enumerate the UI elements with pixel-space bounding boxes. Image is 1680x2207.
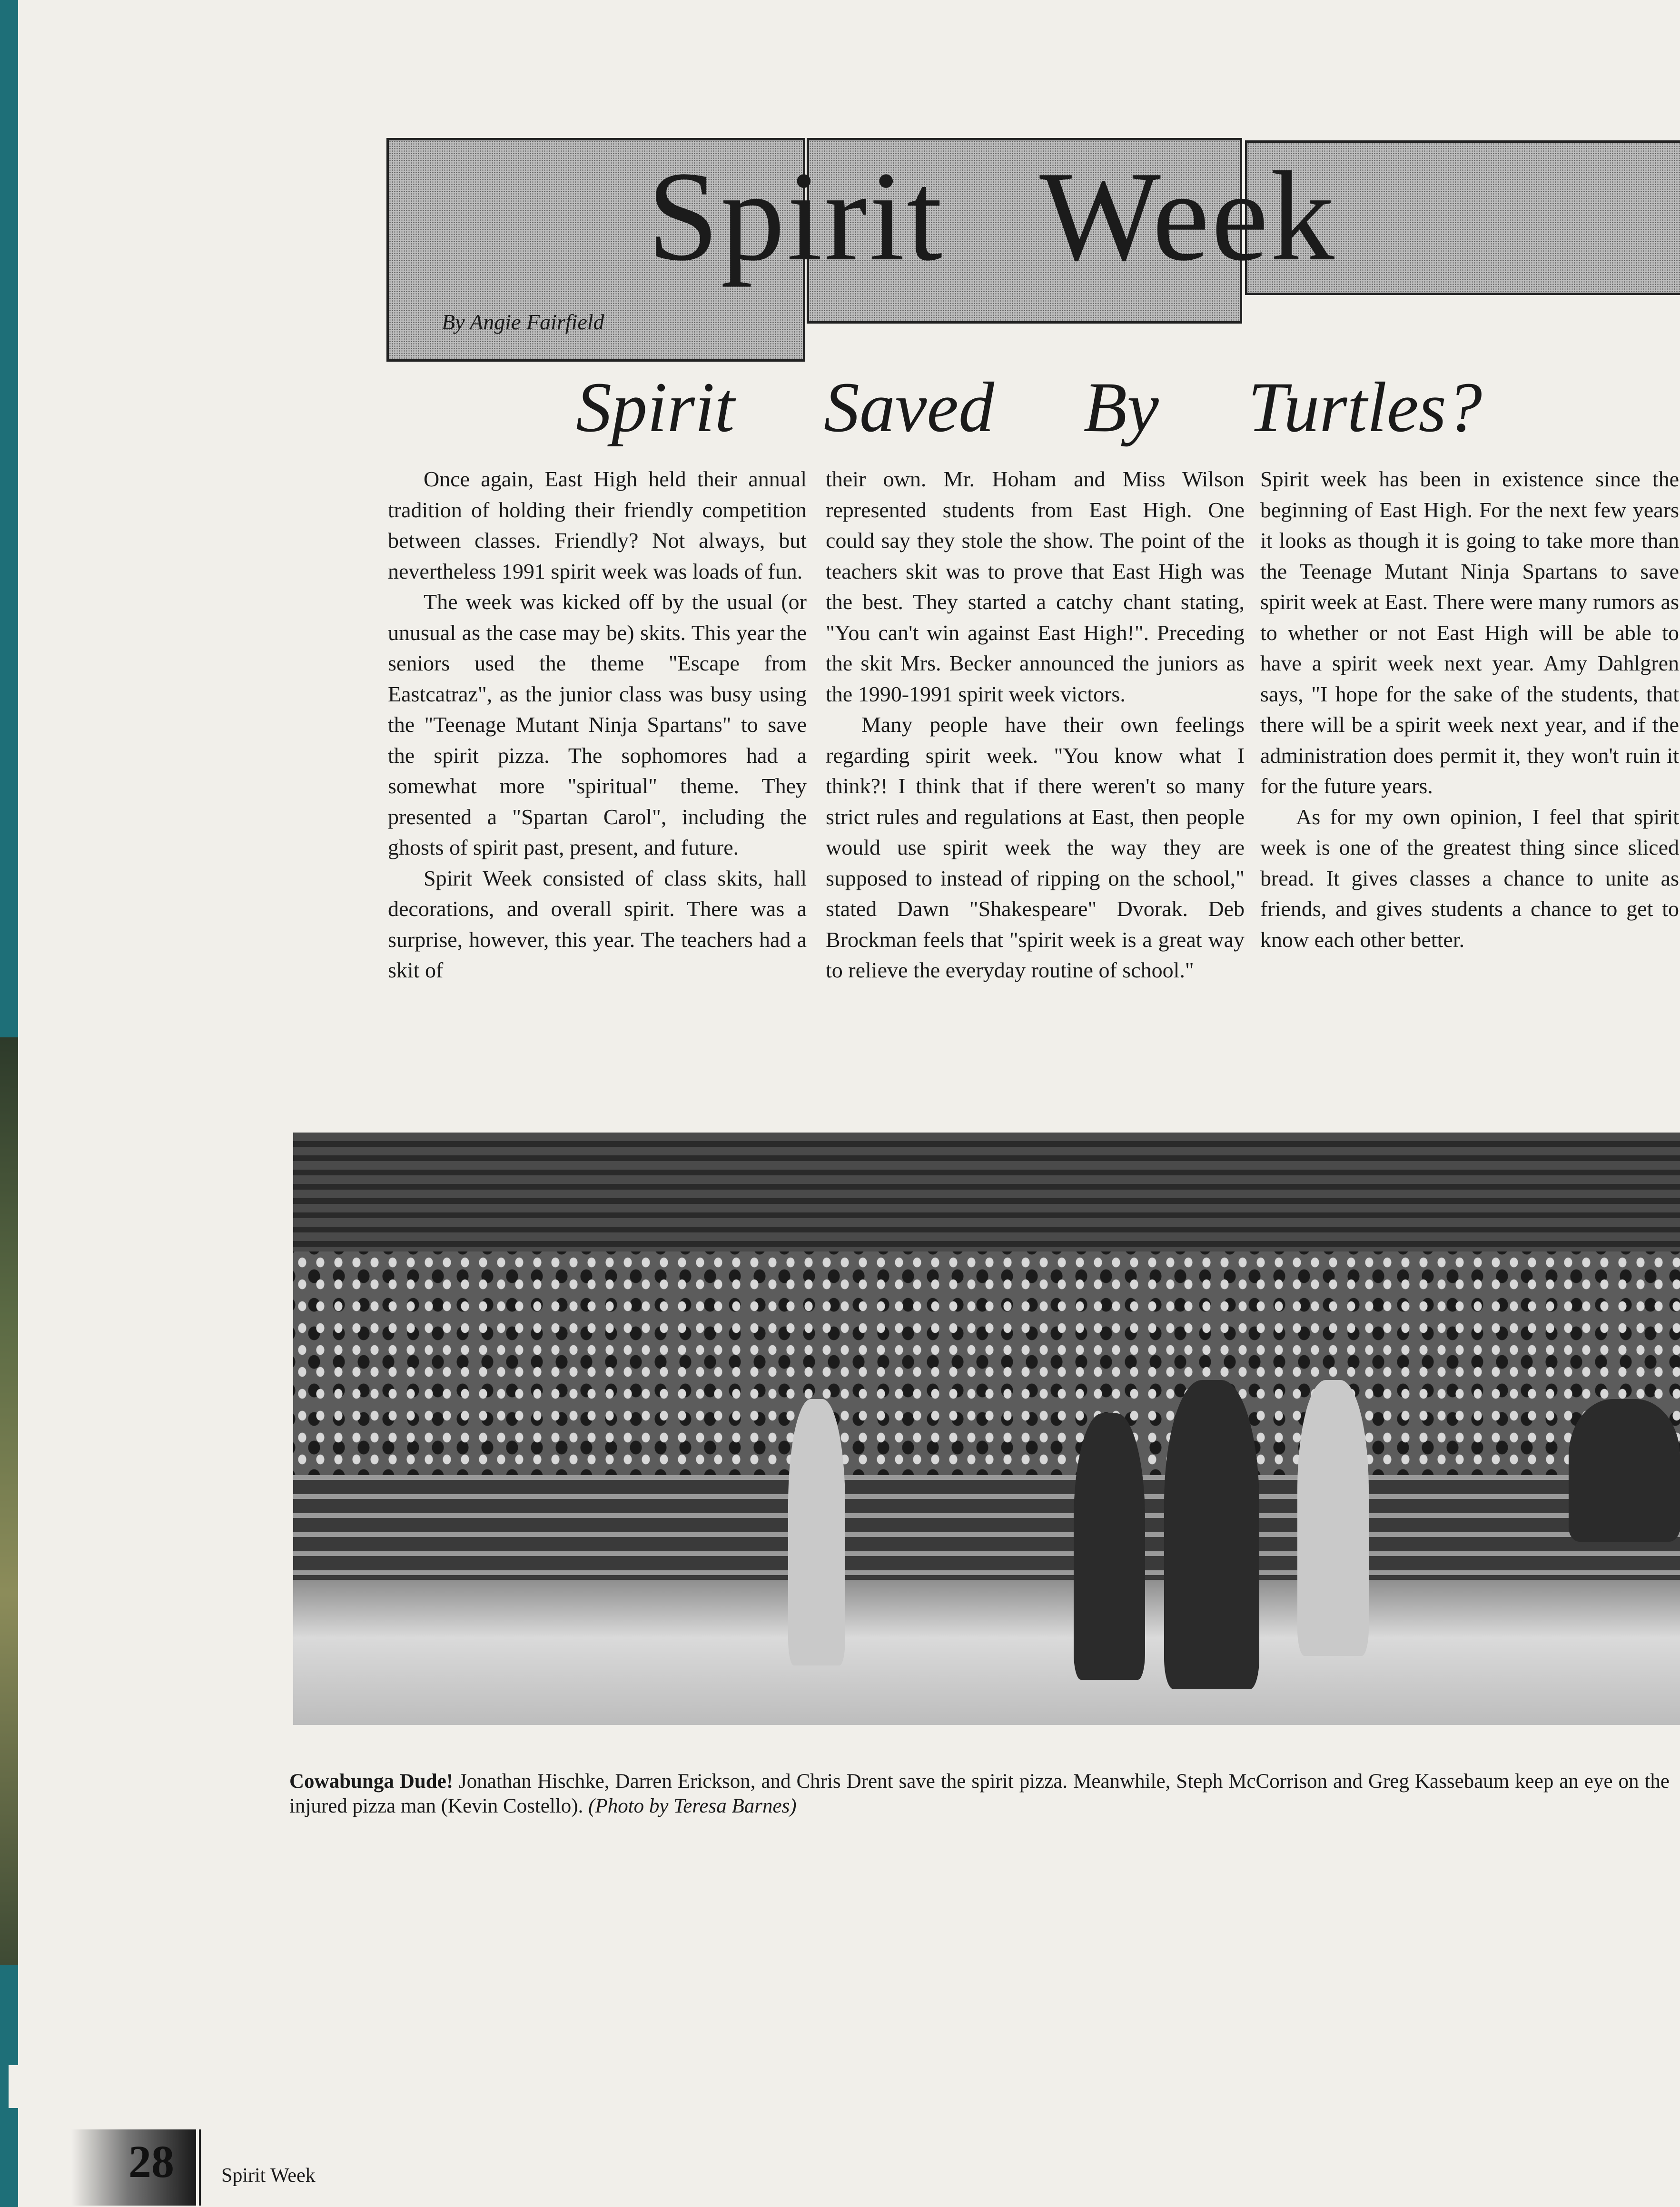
edge-photo (0, 1037, 18, 1965)
footer-divider (199, 2129, 201, 2206)
paragraph: Once again, East High held their annual tradition of holding their friendly competition between classes. Friendly? Not always, but nevertheless 1991 spirit week was loads of fun. (388, 467, 807, 583)
article-column-1 (388, 464, 807, 986)
photo-figure (1297, 1380, 1369, 1656)
edge-mark (9, 2065, 18, 2108)
paragraph: Many people have their own feelings regarding spirit week. "You know what I think?! I think that if there weren't so many strict rules and regulations at East, then people would use spirit week the way they are supposed to instead of ripping on the school," stated Dawn "Shakespeare" Dvorak. Deb Brockman feels that "spirit week is a great way to relieve the everyday routine of school." (826, 712, 1245, 982)
photo-bleachers (293, 1475, 1680, 1580)
photo-floor (293, 1580, 1680, 1725)
gym-photo (293, 1133, 1680, 1725)
paragraph: Spirit week has been in existence since the beginning of East High. For the next few years it looks as though it is going to take more than the Teenage Mutant Ninja Spartans to save spirit week at East. There were many rumors as to whether or not East High will be able to have a spirit week next year. Amy Dahlgren says, "I hope for the sake of the students, that there will be a spirit week next year, and if the administration does permit it, they won't ruin it for the future years. (1260, 467, 1679, 798)
photo-figure (1164, 1380, 1259, 1689)
page-title: Spirit Week (647, 145, 1337, 287)
footer-section: Spirit Week (221, 2165, 316, 2187)
paragraph: Spirit Week consisted of class skits, hall decorations, and overall spirit. There was a surprise, however, this year. The teachers had a skit of (388, 866, 807, 982)
page-number: 28 (128, 2136, 174, 2187)
article-column-3 (1260, 464, 1679, 955)
article-subtitle: Spirit Saved By Turtles? (576, 368, 1482, 447)
photo-figure (788, 1399, 845, 1665)
paragraph: As for my own opinion, I feel that spirit week is one of the greatest thing since sliced bread. It gives classes a chance to unite as friends, and gives students a chance to get to know each other better. (1260, 804, 1679, 952)
article-column-2 (826, 464, 1245, 986)
photo-figure (1569, 1399, 1680, 1542)
photo-caption: Cowabunga Dude! Jonathan Hischke, Darren Erickson, and Chris Drent save the spirit pizza. Meanwhile, Steph McCorrison and Greg Kassebaum keep an eye on the injured pizza man (Kevin Costello). (Photo by Teresa Barnes) (289, 1770, 1670, 1817)
paragraph: their own. Mr. Hoham and Miss Wilson represented students from East High. One could say they stole the show. The point of the teachers skit was to prove that East High was the best. They started a catchy chant stating, "You can't win against East High!". Preceding the skit Mrs. Becker announced the juniors as the 1990-1991 spirit week victors. (826, 467, 1245, 706)
page-number-block (71, 2129, 196, 2206)
paragraph: The week was kicked off by the usual (or unusual as the case may be) skits. This year the seniors used the theme "Escape from Eastcatraz", as the junior class was busy using the "Teenage Mutant Ninja Spartans" to save the spirit pizza. The sophomores had a somewhat more "spiritual" theme. They presented a "Spartan Carol", including the ghosts of spirit past, present, and future. (388, 590, 807, 859)
byline: By Angie Fairfield (442, 310, 604, 334)
photo-figure (1074, 1413, 1145, 1680)
